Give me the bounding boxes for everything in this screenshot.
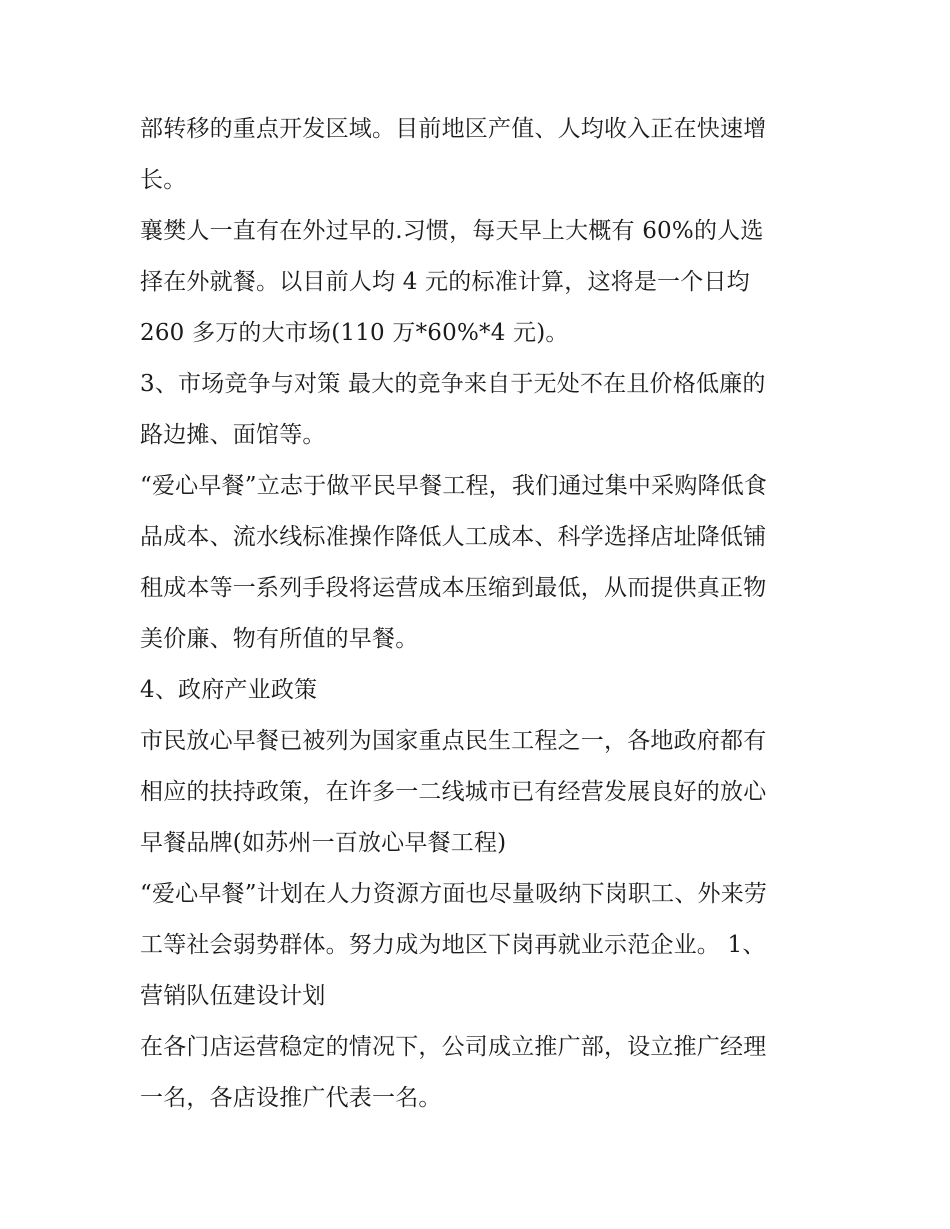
- text-line: 品成本、流水线标准操作降低人工成本、科学选择店址降低铺: [140, 524, 767, 550]
- text-line: 路边摊、面馆等。: [140, 422, 326, 448]
- text-line: 工等社会弱势群体。努力成为地区下岗再就业示范企业。 1、: [140, 932, 766, 958]
- text-line: 择在外就餐。以目前人均 4 元的标准计算，这将是一个日均: [140, 269, 750, 295]
- text-line: 一名，各店设推广代表一名。: [140, 1085, 442, 1111]
- section-heading: 4、政府产业政策: [140, 677, 318, 703]
- text-line: 美价廉、物有所值的早餐。: [140, 626, 419, 652]
- text-line: 襄樊人一直有在外过早的.习惯，每天早上大概有 60%的人选: [140, 218, 764, 244]
- text-line: 早餐品牌(如苏州一百放心早餐工程): [140, 830, 507, 856]
- section-heading: 3、市场竞争与对策 最大的竞争来自于无处不在且价格低廉的: [140, 371, 766, 397]
- text-line: “爱心早餐”计划在人力资源方面也尽量吸纳下岗职工、外来劳: [140, 881, 768, 907]
- text-line: 部转移的重点开发区域。目前地区产值、人均收入正在快速增: [140, 116, 767, 142]
- text-line: “爱心早餐”立志于做平民早餐工程，我们通过集中采购降低食: [140, 473, 768, 499]
- section-heading: 营销队伍建设计划: [140, 983, 326, 1009]
- text-line: 260 多万的大市场(110 万*60%*4 元)。: [140, 320, 569, 346]
- text-line: 在各门店运营稳定的情况下，公司成立推广部，设立推广经理: [140, 1034, 767, 1060]
- document-body: [140, 104, 820, 1124]
- text-line: 长。: [140, 167, 187, 193]
- text-line: 租成本等一系列手段将运营成本压缩到最低，从而提供真正物: [140, 575, 767, 601]
- text-line: 市民放心早餐已被列为国家重点民生工程之一，各地政府都有: [140, 728, 767, 754]
- text-line: 相应的扶持政策，在许多一二线城市已有经营发展良好的放心: [140, 779, 767, 805]
